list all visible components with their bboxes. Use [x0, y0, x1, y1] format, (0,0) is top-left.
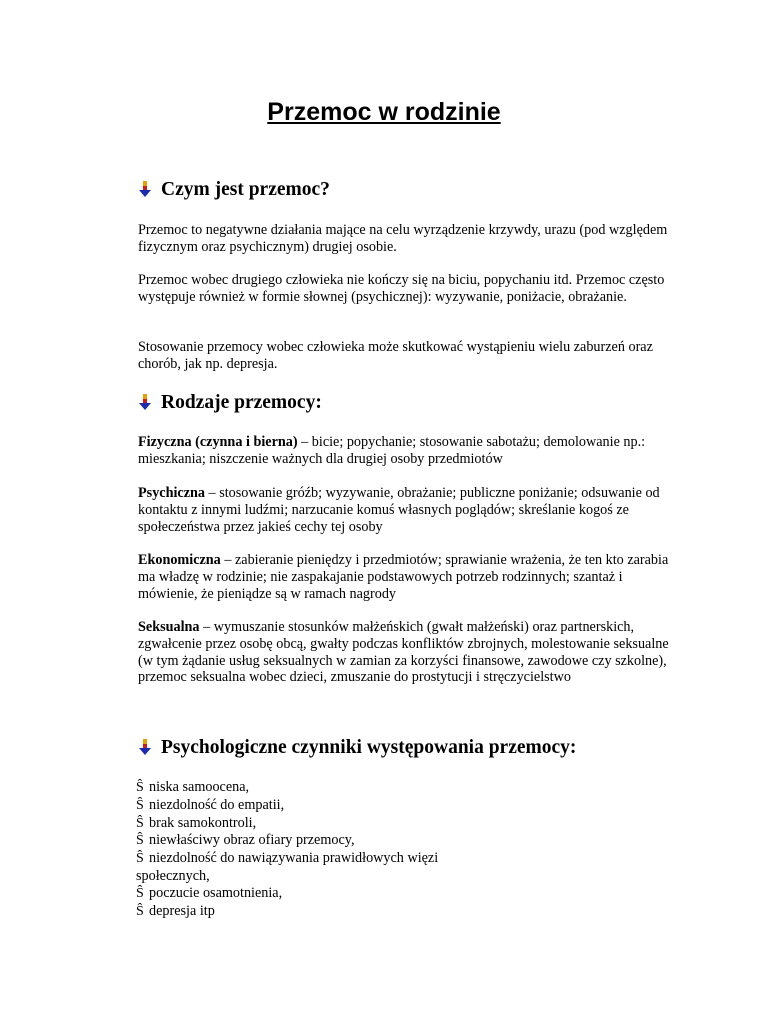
type-term: Fizyczna (czynna i bierna) [138, 434, 298, 450]
bullet-icon: Ŝ [136, 797, 144, 813]
list-item [136, 797, 676, 815]
list-item [136, 832, 676, 850]
list-item-text: niewłaściwy obraz ofiary przemocy, [149, 832, 355, 849]
list-item-text: społecznych, [136, 867, 210, 884]
type-description: – zabieranie pieniędzy i przedmiotów; sprawianie wrażenia, że ten kto zarabia ma władzę w rodzinie; nie zaspakajanie podstawowych potrzeb rodzinnych; szantaż i mówienie, że pieniądze są w ramach nagrody [138, 552, 669, 602]
section-heading-text: Psychologiczne czynniki występowania przemocy: [161, 737, 577, 758]
paragraph: Przemoc to negatywne działania mające na celu wyrządzenie krzywdy, urazu (pod względem fizycznym oraz psychicznym) drugiej osobie. [138, 222, 668, 255]
section-heading-what [138, 179, 330, 201]
list-item-continuation [136, 868, 676, 885]
list-item [136, 779, 676, 797]
list-item-text: niezdolność do nawiązywania prawidłowych więzi [149, 850, 439, 867]
bullet-icon: Ŝ [136, 815, 144, 831]
arrow-down-icon [138, 739, 152, 755]
type-term: Ekonomiczna [138, 552, 221, 568]
bullet-icon: Ŝ [136, 885, 144, 901]
list-item-text: depresja itp [149, 902, 215, 919]
type-description: – bicie; popychanie; stosowanie sabotażu; demolowanie np.: mieszkania; niszczenie ważnych dla drugiej osoby przedmiotów [138, 434, 646, 467]
factors-list [136, 779, 676, 920]
list-item [136, 815, 676, 833]
paragraph: Stosowanie przemocy wobec człowieka może skutkować wystąpieniu wielu zaburzeń oraz chorób, jak np. depresja. [138, 339, 653, 372]
page-title: Przemoc w rodzinie [267, 98, 501, 126]
type-seksualna [138, 619, 678, 686]
type-term: Psychiczna [138, 485, 205, 501]
list-item-text: niezdolność do empatii, [149, 796, 285, 813]
list-item [136, 903, 676, 921]
bullet-icon: Ŝ [136, 903, 144, 919]
type-description: – wymuszanie stosunków małżeńskich (gwałt małżeński) oraz partnerskich, zgwałcenie przez osobę obcą, gwałty podczas konfliktów zbrojnych, molestowanie seksualne (w tym żądanie usług seksualnych w zamian za korzyści finansowe, zawodowe czy szkolne), przemoc seksualna wobec dzieci, zmuszanie do prostytucji i stręczycielstwo [138, 619, 669, 686]
list-item [136, 850, 676, 868]
type-fizyczna [138, 434, 678, 468]
list-item-text: brak samokontroli, [149, 814, 257, 831]
arrow-down-icon [138, 181, 152, 197]
bullet-icon: Ŝ [136, 780, 144, 795]
section-heading-factors [138, 737, 576, 759]
bullet-icon: Ŝ [136, 833, 144, 849]
section-heading-text: Czym jest przemoc? [161, 179, 330, 200]
type-description: – stosowanie gróźb; wyzywanie, obrażanie; publiczne poniżanie; odsuwanie od kontaktu z innymi ludźmi; narzucanie komuś własnych poglądów; skreślanie kogoś ze społeczeństwa przez jakieś cechy tej osoby [138, 485, 660, 535]
list-item [136, 885, 676, 903]
arrow-down-icon [138, 394, 152, 410]
type-ekonomiczna [138, 552, 678, 602]
list-item-text: niska samoocena, [149, 779, 250, 795]
section-heading-text: Rodzaje przemocy: [161, 392, 322, 413]
paragraph: Przemoc wobec drugiego człowieka nie kończy się na biciu, popychaniu itd. Przemoc często występuje również w formie słownej (psychicznej): wyzywanie, poniżacie, obrażanie. [138, 272, 665, 305]
bullet-icon: Ŝ [136, 851, 144, 867]
section-heading-types [138, 392, 322, 414]
type-term: Seksualna [138, 619, 200, 635]
list-item-text: poczucie osamotnienia, [149, 884, 283, 901]
type-psychiczna [138, 485, 678, 535]
